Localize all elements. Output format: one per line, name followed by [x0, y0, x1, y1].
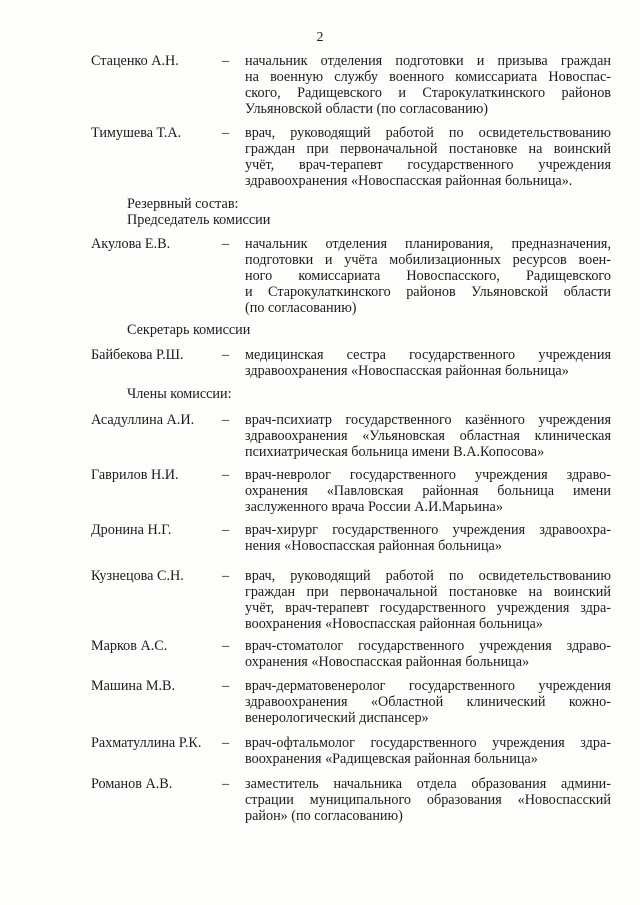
dash: –	[222, 522, 230, 538]
member-position	[245, 53, 611, 117]
dash: –	[222, 412, 230, 428]
dash: –	[222, 347, 230, 363]
member-position	[245, 412, 611, 460]
member-name: Марков А.С.	[91, 638, 168, 654]
position-line: здравоохранения «Ульяновская областная клиническая	[245, 428, 611, 444]
position-line: медицинская сестра государственного учреждения	[245, 347, 611, 363]
member-position	[245, 125, 611, 189]
dash: –	[222, 776, 230, 792]
dash: –	[222, 125, 230, 141]
dash: –	[222, 638, 230, 654]
position-line: Ульяновской области (по согласованию)	[245, 101, 489, 117]
position-line: здравоохранения «Областной клинический кожно-	[245, 694, 611, 710]
position-line: район» (по согласованию)	[245, 808, 403, 824]
position-line: начальник отделения планирования, предназначения,	[245, 236, 611, 252]
member-name: Романов А.В.	[91, 776, 173, 792]
member-position	[245, 678, 611, 726]
position-line: здравоохранения «Новоспасская районная больница»	[245, 363, 569, 379]
dash: –	[222, 53, 230, 69]
dash: –	[222, 236, 230, 252]
page-number: 2	[316, 30, 324, 45]
secretary-heading: Секретарь комиссии	[127, 322, 251, 338]
member-name: Акулова Е.В.	[91, 236, 171, 252]
position-line: врач-стоматолог государственного учреждения здраво-	[245, 638, 611, 654]
dash: –	[222, 568, 230, 584]
members-heading: Члены комиссии:	[127, 386, 232, 402]
position-line: на военную службу военного комиссариата Новоспас-	[245, 69, 611, 85]
member-name: Тимушева Т.А.	[91, 125, 182, 141]
position-line: венерологический диспансер»	[245, 710, 429, 726]
position-line: заслуженного врача России А.И.Марьина»	[245, 499, 503, 515]
chairman-heading: Председатель комиссии	[127, 212, 271, 228]
position-line: учёт, врач-терапевт государственного учреждения здра-	[245, 600, 611, 616]
position-line: психиатрическая больница имени В.А.Копосова»	[245, 444, 545, 460]
position-line: ного комиссариата Новоспасского, Радищевского	[245, 268, 611, 284]
position-line: подготовки и учёта мобилизационных ресурсов воен-	[245, 252, 611, 268]
position-line: нения «Новоспасская районная больница»	[245, 538, 502, 554]
position-line: воохранения «Радищевская районная больница»	[245, 751, 538, 767]
dash: –	[222, 678, 230, 694]
position-line: врач-психиатр государственного казённого учреждения	[245, 412, 611, 428]
member-name: Рахматуллина Р.К.	[91, 735, 202, 751]
position-line: учёт, врач-терапевт государственного учреждения	[245, 157, 611, 173]
member-name: Байбекова Р.Ш.	[91, 347, 184, 363]
member-name: Кузнецова С.Н.	[91, 568, 184, 584]
position-line: охранения «Новоспасская районная больница»	[245, 654, 530, 670]
position-line: врач-офтальмолог государственного учреждения здра-	[245, 735, 611, 751]
position-line: страции муниципального образования «Новоспасский	[245, 792, 611, 808]
member-name: Машина М.В.	[91, 678, 176, 694]
position-line: (по согласованию)	[245, 300, 357, 316]
member-position	[245, 347, 611, 379]
member-position	[245, 568, 611, 632]
position-line: начальник отделения подготовки и призыва граждан	[245, 53, 611, 69]
position-line: охранения «Павловская районная больница имени	[245, 483, 611, 499]
position-line: здравоохранения «Новоспасская районная больница».	[245, 173, 573, 189]
position-line: и Старокулаткинского районов Ульяновской области	[245, 284, 611, 300]
position-line: граждан при первоначальной постановке на воинский	[245, 584, 611, 600]
position-line: врач, руководящий работой по освидетельствованию	[245, 568, 611, 584]
member-name: Гаврилов Н.И.	[91, 467, 179, 483]
member-position	[245, 735, 611, 767]
dash: –	[222, 735, 230, 751]
position-line: врач, руководящий работой по освидетельствованию	[245, 125, 611, 141]
member-name: Стаценко А.Н.	[91, 53, 179, 69]
position-line: граждан при первоначальной постановке на воинский	[245, 141, 611, 157]
member-position	[245, 236, 611, 316]
member-position	[245, 522, 611, 554]
member-name: Дронина Н.Г.	[91, 522, 172, 538]
dash: –	[222, 467, 230, 483]
position-line: врач-дерматовенеролог государственного учреждения	[245, 678, 611, 694]
position-line: заместитель начальника отдела образования админи-	[245, 776, 611, 792]
member-position	[245, 638, 611, 670]
member-position	[245, 776, 611, 824]
position-line: воохранения «Новоспасская районная больница»	[245, 616, 543, 632]
member-name: Асадуллина А.И.	[91, 412, 195, 428]
position-line: ского, Радищевского и Старокулаткинского районов	[245, 85, 611, 101]
position-line: врач-невролог государственного учреждения здраво-	[245, 467, 611, 483]
reserve-heading: Резервный состав:	[127, 196, 239, 212]
member-position	[245, 467, 611, 515]
position-line: врач-хирург государственного учреждения здравоохра-	[245, 522, 611, 538]
